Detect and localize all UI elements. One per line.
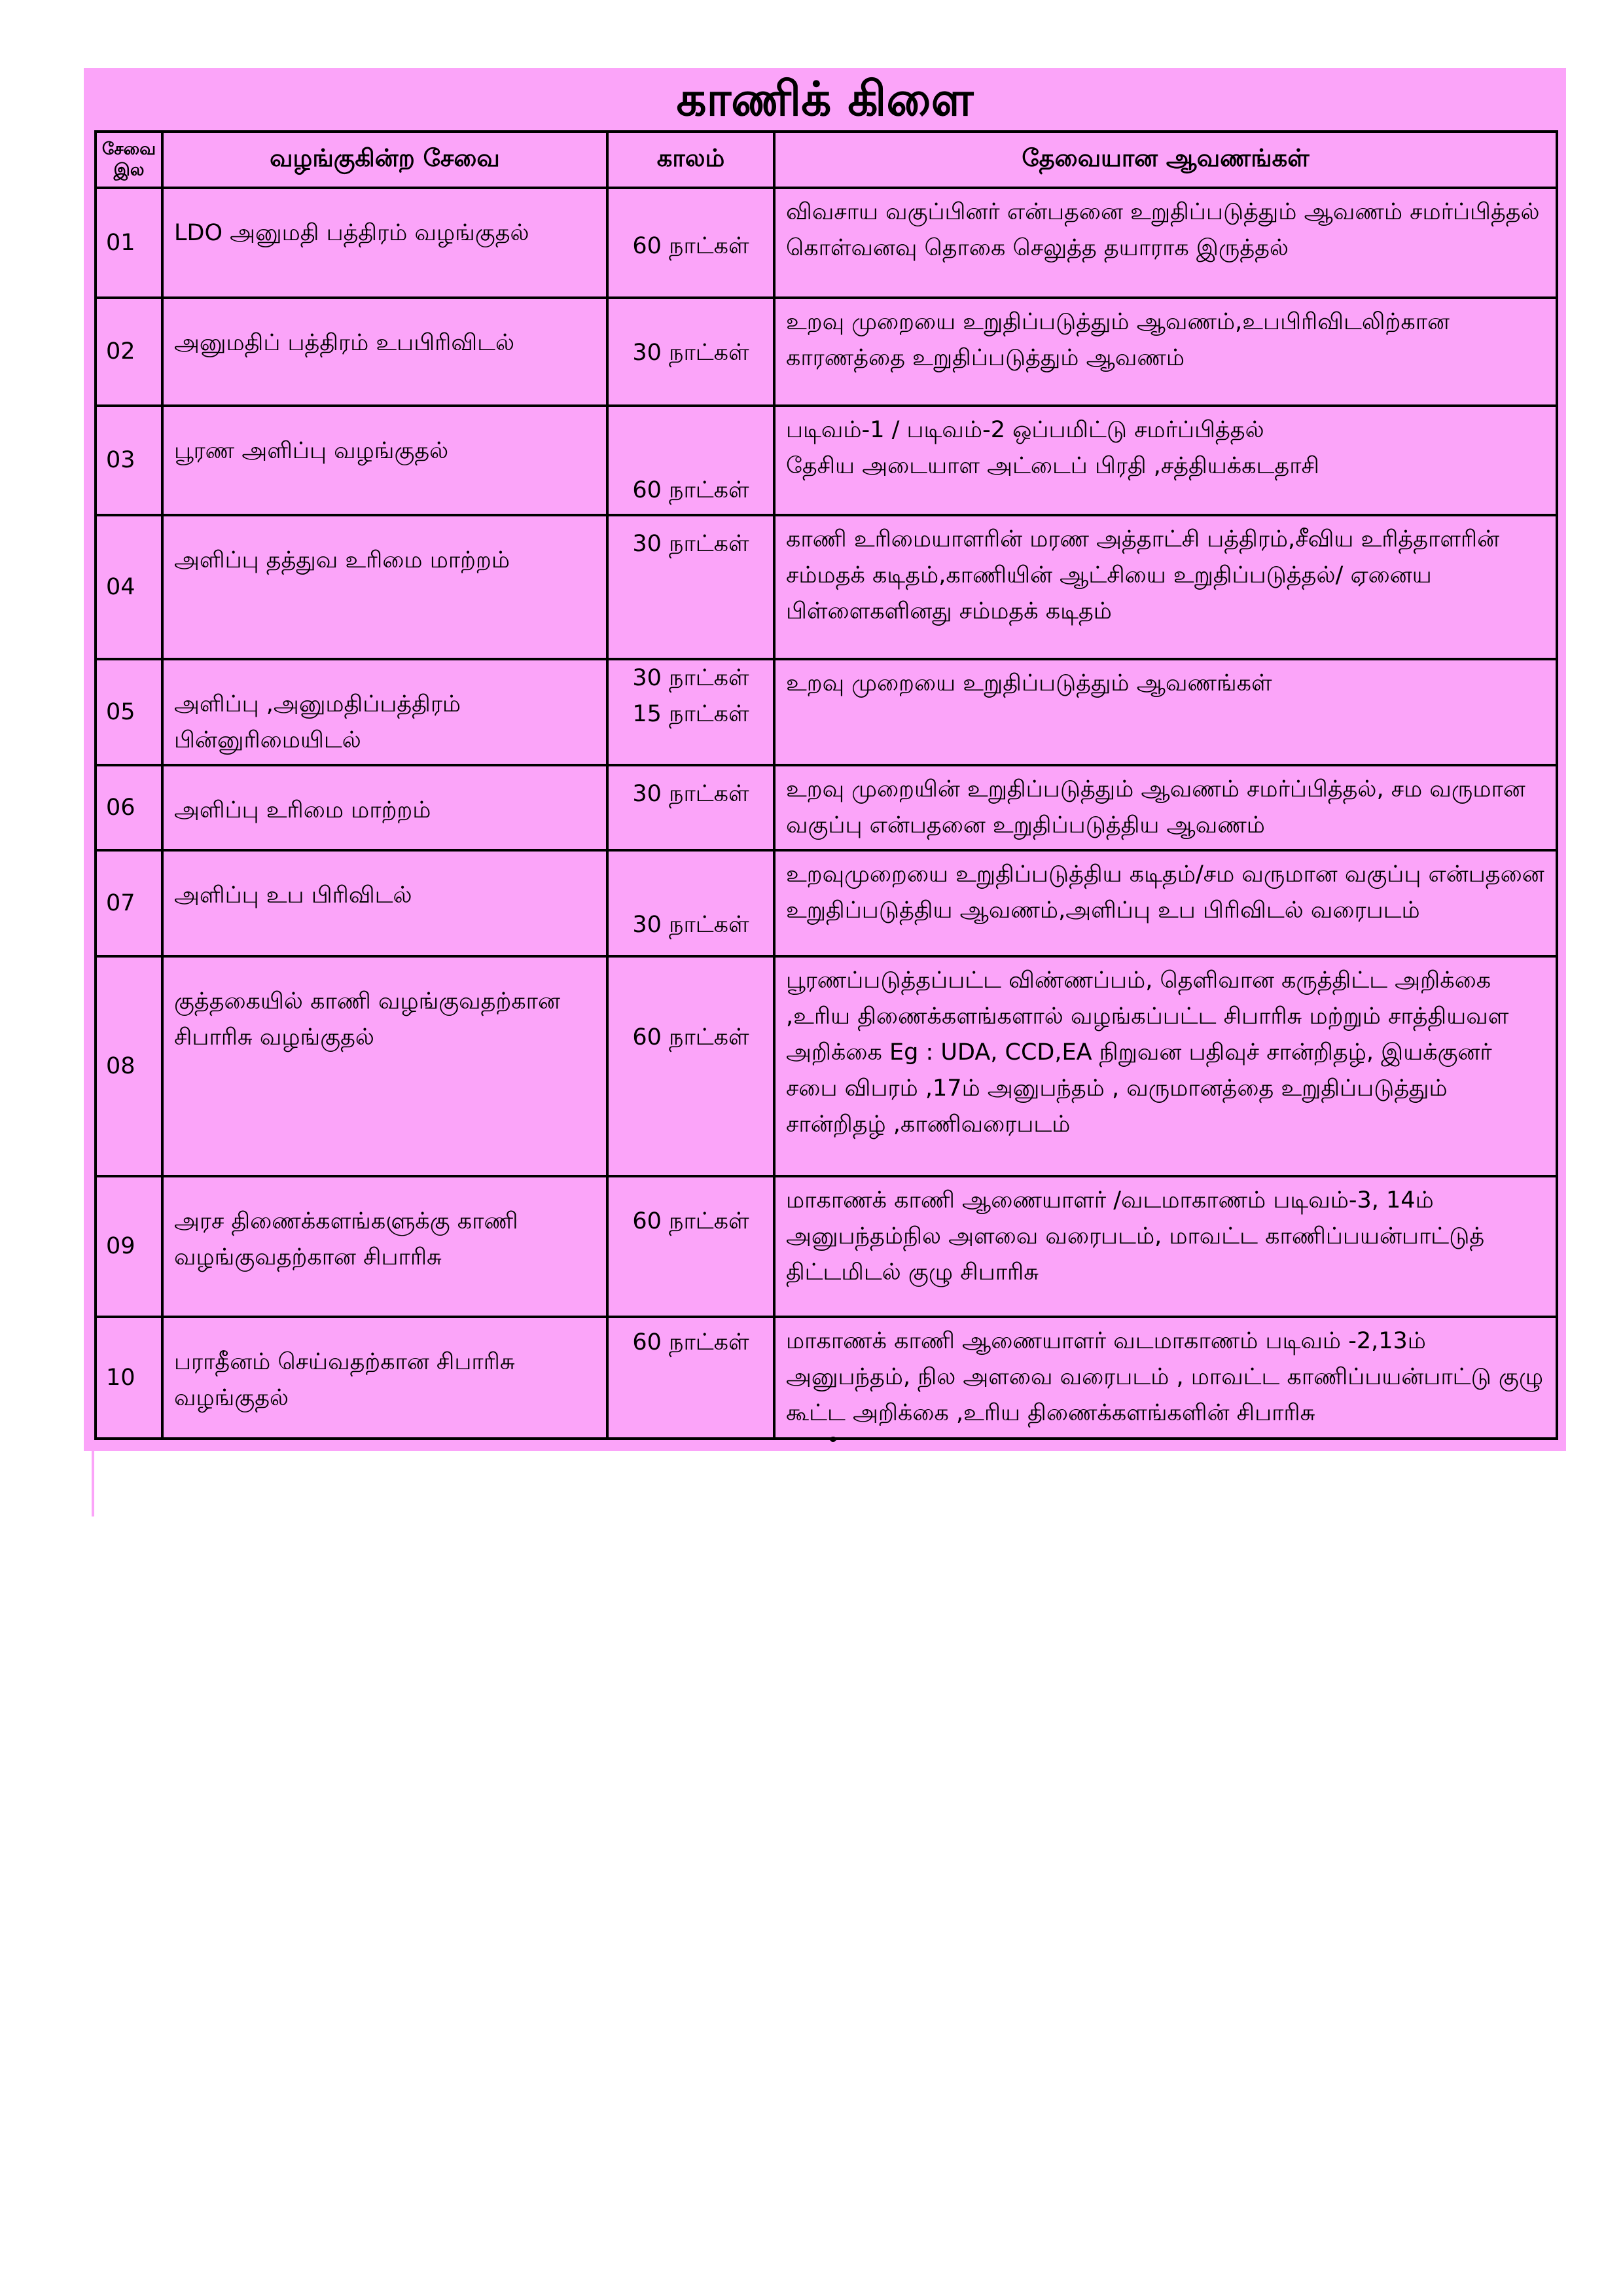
row-time: 60 நாட்கள் (607, 406, 774, 515)
table-row (96, 298, 1557, 406)
row-service: அளிப்பு உப பிரிவிடல் (162, 850, 607, 956)
table-row (96, 515, 1557, 659)
header-service: வழங்குகின்ற சேவை (162, 132, 607, 188)
row-service: அளிப்பு தத்துவ உரிமை மாற்றம் (162, 515, 607, 659)
row-service: பராதீனம் செய்வதற்கான சிபாரிசு வழங்குதல் (162, 1317, 607, 1439)
row-number: 10 (96, 1317, 162, 1439)
table-header-row (96, 132, 1557, 188)
row-number: 05 (96, 659, 162, 765)
table-row (96, 659, 1557, 765)
row-time: 60 நாட்கள் (607, 1176, 774, 1317)
row-service: LDO அனுமதி பத்திரம் வழங்குதல் (162, 188, 607, 298)
row-number: 06 (96, 765, 162, 850)
row-documents: உறவு முறையை உறுதிப்படுத்தும் ஆவணம்,உபபிரிவிடலிற்கான காரணத்தை உறுதிப்படுத்தும் ஆவணம் (774, 298, 1557, 406)
header-documents: தேவையான ஆவணங்கள் (774, 132, 1557, 188)
row-service: குத்தகையில் காணி வழங்குவதற்கான சிபாரிசு வழங்குதல் (162, 956, 607, 1176)
row-service: அளிப்பு உரிமை மாற்றம் (162, 765, 607, 850)
row-time: 60 நாட்கள் (607, 188, 774, 298)
row-documents: உறவு முறையை உறுதிப்படுத்தும் ஆவணங்கள் (774, 659, 1557, 765)
stray-mark (830, 1437, 836, 1442)
services-table (94, 130, 1558, 1440)
row-time: 30 நாட்கள் 15 நாட்கள் (607, 659, 774, 765)
table-row (96, 406, 1557, 515)
row-documents: மாகாணக் காணி ஆணையாளர் /வடமாகாணம் படிவம்-3, 14ம் அனுபந்தம்நில அளவை வரைபடம், மாவட்ட காணிப்பயன்பாட்டுத் திட்டமிடல் குழு சிபாரிசு (774, 1176, 1557, 1317)
row-documents: மாகாணக் காணி ஆணையாளர் வடமாகாணம் படிவம் -2,13ம் அனுபந்தம், நில அளவை வரைபடம் , மாவட்ட காணிப்பயன்பாட்டு குழு கூட்ட அறிக்கை ,உரிய திணைக்களங்களின் சிபாரிசு (774, 1317, 1557, 1439)
row-documents: காணி உரிமையாளரின் மரண அத்தாட்சி பத்திரம்,சீவிய உரித்தாளரின் சம்மதக் கடிதம்,காணியின் ஆட்சியை உறுதிப்படுத்தல்/ ஏனைய பிள்ளைகளினது சம்மதக் கடிதம் (774, 515, 1557, 659)
row-time: 60 நாட்கள் (607, 1317, 774, 1439)
table-row (96, 1317, 1557, 1439)
row-time: 30 நாட்கள் (607, 298, 774, 406)
header-no: சேவை இல (96, 132, 162, 188)
row-documents: உறவுமுறையை உறுதிப்படுத்திய கடிதம்/சம வருமான வகுப்பு என்பதனை உறுதிப்படுத்திய ஆவணம்,அளிப்பு உப பிரிவிடல் வரைபடம் (774, 850, 1557, 956)
row-number: 09 (96, 1176, 162, 1317)
row-time: 30 நாட்கள் (607, 765, 774, 850)
page-title: காணிக் கிளை (676, 71, 974, 126)
row-time: 60 நாட்கள் (607, 956, 774, 1176)
table-row (96, 850, 1557, 956)
row-service: அரச திணைக்களங்களுக்கு காணி வழங்குவதற்கான சிபாரிசு (162, 1176, 607, 1317)
row-documents: படிவம்-1 / படிவம்-2 ஒப்பமிட்டு சமர்ப்பித்தல் தேசிய அடையாள அட்டைப் பிரதி ,சத்தியக்கடதாசி (774, 406, 1557, 515)
row-number: 08 (96, 956, 162, 1176)
row-number: 04 (96, 515, 162, 659)
table-row (96, 188, 1557, 298)
table-row (96, 765, 1557, 850)
row-service: அனுமதிப் பத்திரம் உபபிரிவிடல் (162, 298, 607, 406)
header-time: காலம் (607, 132, 774, 188)
table-row (96, 956, 1557, 1176)
row-number: 07 (96, 850, 162, 956)
row-time: 30 நாட்கள் (607, 850, 774, 956)
row-number: 02 (96, 298, 162, 406)
row-documents: விவசாய வகுப்பினர் என்பதனை உறுதிப்படுத்தும் ஆவணம் சமர்ப்பித்தல் கொள்வனவு தொகை செலுத்த தயாராக இருத்தல் (774, 188, 1557, 298)
row-documents: உறவு முறையின் உறுதிப்படுத்தும் ஆவணம் சமர்ப்பித்தல், சம வருமான வகுப்பு என்பதனை உறுதிப்படுத்திய ஆவணம் (774, 765, 1557, 850)
row-service: பூரண அளிப்பு வழங்குதல் (162, 406, 607, 515)
row-service: அளிப்பு ,அனுமதிப்பத்திரம் பின்னுரிமையிடல் (162, 659, 607, 765)
row-number: 03 (96, 406, 162, 515)
row-documents: பூரணப்படுத்தப்பட்ட விண்ணப்பம், தெளிவான கருத்திட்ட அறிக்கை ,உரிய திணைக்களங்களால் வழங்கப்பட்ட சிபாரிசு மற்றும் சாத்தியவள அறிக்கை Eg : UDA, CCD,EA நிறுவன பதிவுச் சான்றிதழ், இயக்குனர் சபை விபரம் ,17ம் அனுபந்தம் , வருமானத்தை உறுதிப்படுத்தும் சான்றிதழ் ,காணிவரைபடம் (774, 956, 1557, 1176)
row-number: 01 (96, 188, 162, 298)
row-time: 30 நாட்கள் (607, 515, 774, 659)
table-row (96, 1176, 1557, 1317)
panel-edge (92, 1451, 94, 1516)
